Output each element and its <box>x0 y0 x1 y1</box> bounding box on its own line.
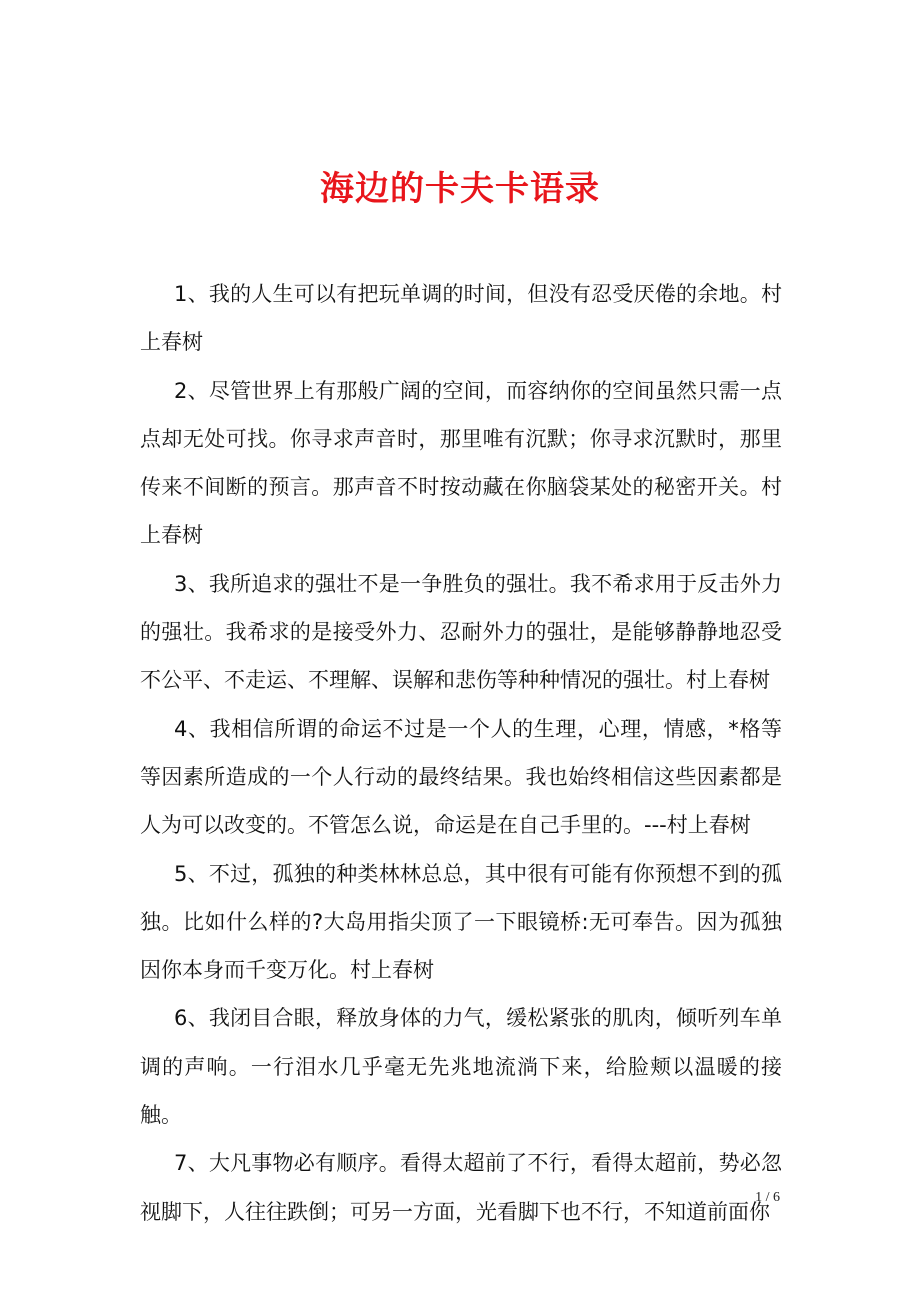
document-title: 海边的卡夫卡语录 <box>320 168 600 209</box>
quote-paragraph-4: 4、我相信所谓的命运不过是一个人的生理，心理，情感，*格等等因素所造成的一个人行动的最终结果。我也始终相信这些因素都是人为可以改变的。不管怎么说，命运是在自己手里的。---村上春树 <box>140 716 782 838</box>
quote-paragraph-3: 3、我所追求的强壮不是一争胜负的强壮。我不希求用于反击外力的强壮。我希求的是接受外力、忍耐外力的强壮，是能够静静地忍受不公平、不走运、不理解、误解和悲伤等种种情况的强壮。村上春树 <box>140 571 782 693</box>
document-body <box>140 270 782 1236</box>
quote-paragraph-2: 2、尽管世界上有那般广阔的空间，而容纳你的空间虽然只需一点点却无处可找。你寻求声音时，那里唯有沉默；你寻求沉默时，那里传来不间断的预言。那声音不时按动藏在你脑袋某处的秘密开关。村上春树 <box>140 378 782 548</box>
quote-paragraph-5: 5、不过，孤独的种类林林总总，其中很有可能有你预想不到的孤独。比如什么样的?大岛用指尖顶了一下眼镜桥:无可奉告。因为孤独因你本身而千变万化。村上春树 <box>140 861 782 983</box>
quote-paragraph-6: 6、我闭目合眼，释放身体的力气，缓松紧张的肌肉，倾听列车单调的声响。一行泪水几乎毫无先兆地流淌下来，给脸颊以温暖的接触。 <box>140 1006 782 1128</box>
quote-paragraph-7: 7、大凡事物必有顺序。看得太超前了不行，看得太超前，势必忽视脚下，人往往跌倒；可另一方面，光看脚下也不行，不知道前面你 <box>140 1151 782 1224</box>
page-number: 1 / 6 <box>755 1190 780 1205</box>
quote-paragraph-1: 1、我的人生可以有把玩单调的时间，但没有忍受厌倦的余地。村上春树 <box>140 282 782 355</box>
